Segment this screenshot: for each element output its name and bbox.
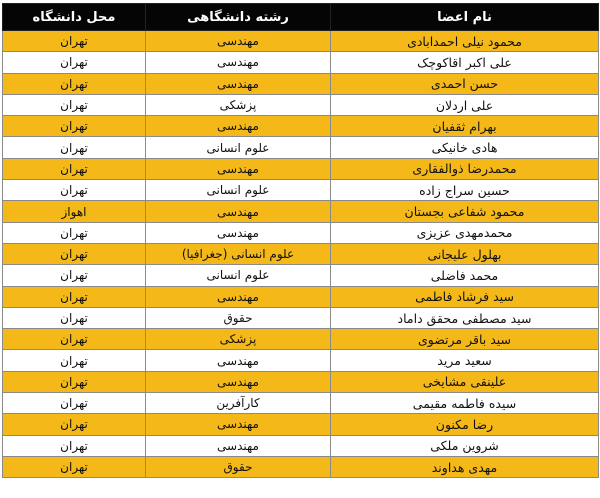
member-name-cell: علی اکبر اقاکوچک [331, 52, 599, 73]
field-cell: مهندسی [146, 201, 331, 222]
header-name: نام اعضا [331, 4, 599, 31]
field-cell: پزشکی [146, 329, 331, 350]
field-cell: حقوق [146, 307, 331, 328]
header-field: رشته دانشگاهی [146, 4, 331, 31]
member-name-cell: محمدرضا ذوالفقاری [331, 158, 599, 179]
member-name-cell: سید مصطفی محقق داماد [331, 307, 599, 328]
location-cell: تهران [3, 371, 146, 392]
member-name-cell: مهدی هداوند [331, 456, 599, 477]
member-name-cell: حسن احمدی [331, 73, 599, 94]
location-cell: تهران [3, 243, 146, 264]
location-cell: تهران [3, 180, 146, 201]
table-row [3, 243, 599, 264]
field-cell: مهندسی [146, 116, 331, 137]
field-cell: مهندسی [146, 73, 331, 94]
location-cell: تهران [3, 350, 146, 371]
table-row [3, 222, 599, 243]
field-cell: علوم انسانی [146, 265, 331, 286]
member-name-cell: سیده فاطمه مقیمی [331, 393, 599, 414]
table-row [3, 350, 599, 371]
table-row [3, 201, 599, 222]
table-row [3, 286, 599, 307]
field-cell: مهندسی [146, 414, 331, 435]
table-row [3, 137, 599, 158]
header-location: محل دانشگاه [3, 4, 146, 31]
table-row [3, 94, 599, 115]
location-cell: تهران [3, 31, 146, 52]
location-cell: تهران [3, 265, 146, 286]
location-cell: تهران [3, 393, 146, 414]
field-cell: حقوق [146, 456, 331, 477]
members-table-container [2, 3, 598, 478]
table-row [3, 329, 599, 350]
table-row [3, 393, 599, 414]
field-cell: مهندسی [146, 435, 331, 456]
table-row [3, 456, 599, 477]
member-name-cell: علینقی مشایخی [331, 371, 599, 392]
field-cell: پزشکی [146, 94, 331, 115]
location-cell: اهواز [3, 201, 146, 222]
table-row [3, 414, 599, 435]
table-row [3, 52, 599, 73]
member-name-cell: محمود نیلی احمدابادی [331, 31, 599, 52]
field-cell: علوم انسانی (جغرافیا) [146, 243, 331, 264]
location-cell: تهران [3, 52, 146, 73]
member-name-cell: سید باقر مرتضوی [331, 329, 599, 350]
table-body [3, 31, 599, 478]
member-name-cell: علی اردلان [331, 94, 599, 115]
location-cell: تهران [3, 307, 146, 328]
field-cell: کارآفرین [146, 393, 331, 414]
location-cell: تهران [3, 137, 146, 158]
member-name-cell: رضا مکنون [331, 414, 599, 435]
member-name-cell: محمدمهدی عزیزی [331, 222, 599, 243]
member-name-cell: هادی خانیکی [331, 137, 599, 158]
field-cell: مهندسی [146, 350, 331, 371]
field-cell: مهندسی [146, 286, 331, 307]
table-row [3, 31, 599, 52]
location-cell: تهران [3, 158, 146, 179]
field-cell: مهندسی [146, 52, 331, 73]
location-cell: تهران [3, 222, 146, 243]
location-cell: تهران [3, 116, 146, 137]
field-cell: مهندسی [146, 158, 331, 179]
location-cell: تهران [3, 94, 146, 115]
member-name-cell: حسین سراج زاده [331, 180, 599, 201]
table-row [3, 265, 599, 286]
location-cell: تهران [3, 73, 146, 94]
member-name-cell: بهرام ثقفیان [331, 116, 599, 137]
location-cell: تهران [3, 329, 146, 350]
table-row [3, 371, 599, 392]
member-name-cell: محمود شفاعی بجستان [331, 201, 599, 222]
table-row [3, 435, 599, 456]
table-row [3, 307, 599, 328]
member-name-cell: سعید مرید [331, 350, 599, 371]
table-row [3, 180, 599, 201]
location-cell: تهران [3, 435, 146, 456]
table-header-row [3, 4, 599, 31]
field-cell: مهندسی [146, 222, 331, 243]
table-row [3, 73, 599, 94]
table-row [3, 116, 599, 137]
field-cell: مهندسی [146, 31, 331, 52]
field-cell: علوم انسانی [146, 137, 331, 158]
field-cell: مهندسی [146, 371, 331, 392]
field-cell: علوم انسانی [146, 180, 331, 201]
member-name-cell: محمد فاضلی [331, 265, 599, 286]
members-table [2, 3, 599, 478]
member-name-cell: شروین ملکی [331, 435, 599, 456]
location-cell: تهران [3, 286, 146, 307]
location-cell: تهران [3, 414, 146, 435]
location-cell: تهران [3, 456, 146, 477]
member-name-cell: سید فرشاد فاطمی [331, 286, 599, 307]
table-row [3, 158, 599, 179]
member-name-cell: بهلول علیجانی [331, 243, 599, 264]
